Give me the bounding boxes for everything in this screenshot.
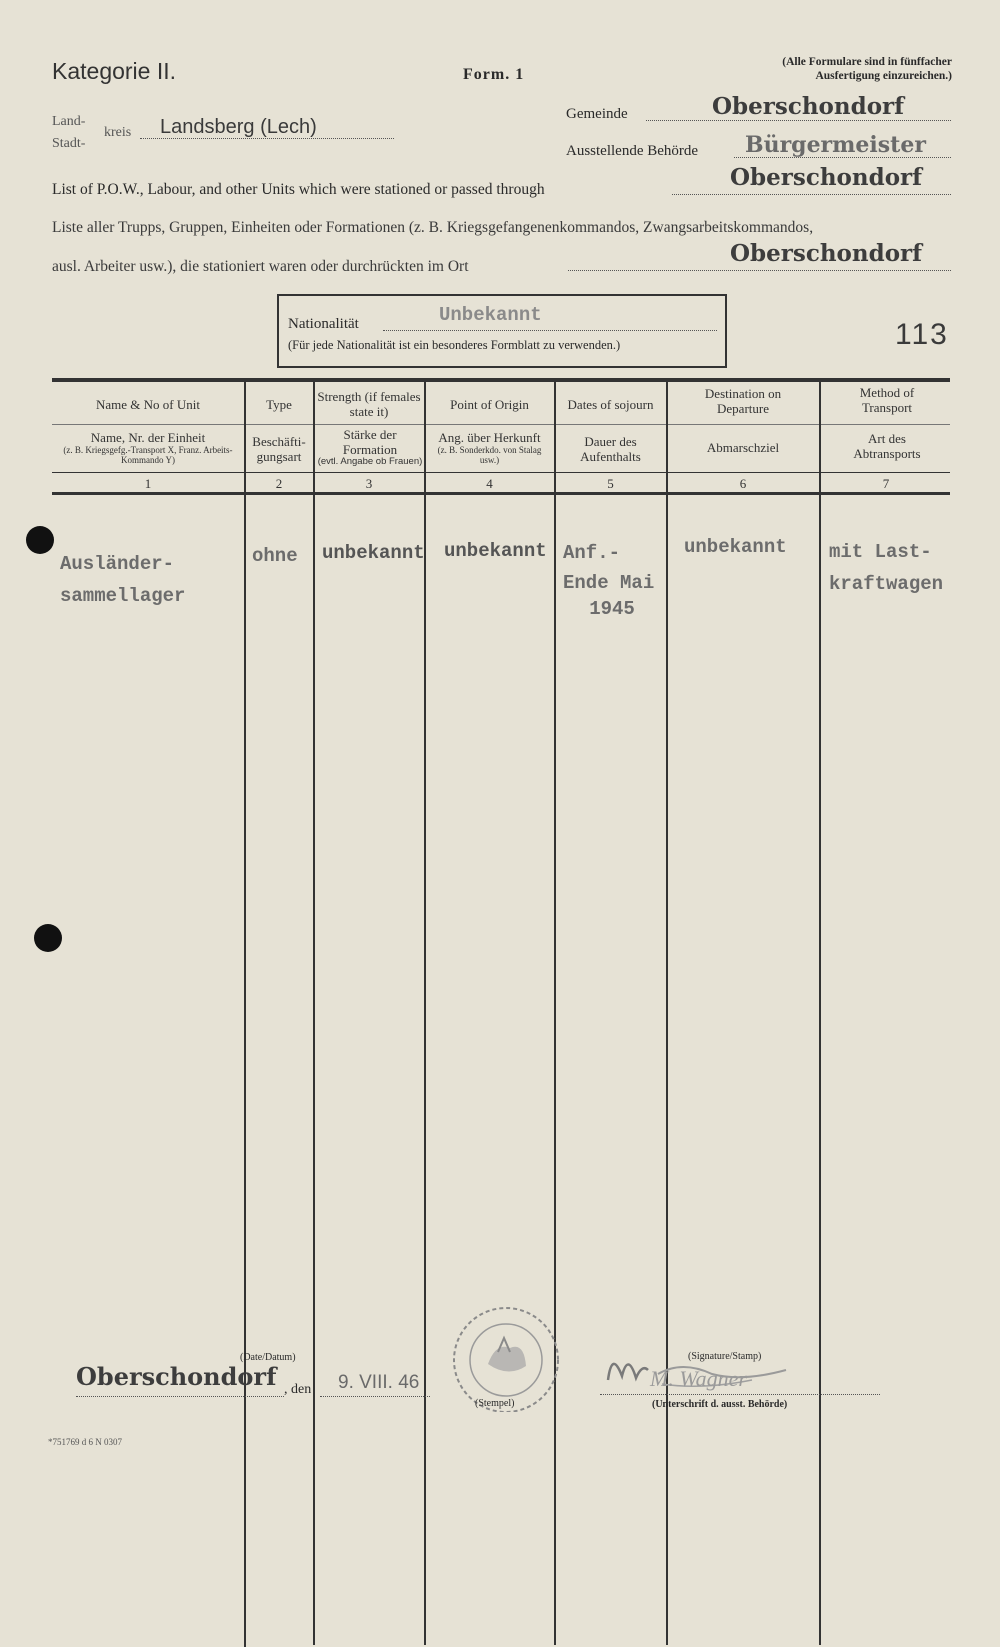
table-number-rule	[52, 472, 950, 473]
municipality-label: Gemeinde	[566, 106, 628, 122]
municipality-dotted-line	[646, 120, 951, 121]
list-en-value: Oberschondorf	[730, 164, 923, 191]
footer-date: 9. VIII. 46	[338, 1372, 420, 1393]
list-de-line2: ausl. Arbeiter usw.), die stationiert waren oder durchrückten im Ort	[52, 258, 469, 275]
signature-stamp-label: (Signature/Stamp)	[688, 1351, 762, 1362]
column-header-5-en: Dates of sojourn	[567, 397, 654, 412]
column-header-7	[842, 385, 932, 415]
entry-transport	[829, 536, 943, 600]
authority-value: Bürgermeister	[745, 132, 926, 158]
print-code: *751769 d 6 N 0307	[48, 1437, 122, 1447]
stamp-label: (Stempel)	[475, 1398, 515, 1409]
signature-text: M. Wagner	[650, 1366, 747, 1391]
punch-hole-bottom	[34, 924, 62, 952]
category-title: Kategorie II.	[52, 58, 177, 84]
entry-strength: unbekannt	[322, 542, 425, 564]
municipality-value: Oberschondorf	[712, 93, 905, 120]
column-header-2-de-text: Beschäfti-gungsart	[252, 434, 306, 464]
column-header-7-de	[842, 431, 932, 461]
district-label-kreis: kreis	[104, 125, 132, 140]
column-header-5-de	[557, 434, 664, 464]
nationality-label: Nationalität	[288, 316, 359, 332]
list-en-dotted-line	[672, 194, 951, 195]
column-header-3-de-small: (evtl. Angabe ob Frauen)	[317, 456, 423, 467]
table-body-rule	[52, 492, 950, 495]
page-number: 113	[895, 318, 949, 351]
list-en-text: List of P.O.W., Labour, and other Units which were stationed or passed through	[52, 181, 545, 198]
column-header-3	[317, 389, 421, 419]
entry-dates-line1: Anf.-	[563, 542, 621, 564]
authority-label: Ausstellende Behörde	[566, 143, 699, 159]
column-header-4-de	[427, 430, 552, 465]
column-number-5: 5	[607, 476, 614, 491]
column-number-1: 1	[144, 476, 152, 491]
list-de-value: Oberschondorf	[730, 240, 923, 267]
list-de-dotted-line	[568, 270, 951, 271]
date-label: (Date/Datum)	[240, 1352, 296, 1363]
official-round-stamp	[438, 1302, 574, 1412]
entry-name	[60, 548, 185, 612]
table-header-rule	[52, 424, 950, 425]
column-header-4-en: Point of Origin	[450, 397, 529, 412]
column-header-6-en: Destination on Departure	[704, 386, 782, 416]
column-divider-3	[424, 381, 426, 1645]
submission-note	[700, 55, 952, 83]
seal-icon	[438, 1302, 574, 1412]
column-header-2-en: Type	[266, 397, 292, 412]
district-value: Landsberg (Lech)	[160, 116, 317, 138]
column-number-4: 4	[486, 476, 493, 491]
column-header-1-de	[54, 430, 242, 465]
column-header-4-de-small: (z. B. Sonderkdo. von Stalag usw.)	[437, 445, 542, 465]
nationality-note: (Für jede Nationalität ist ein besonderes Formblatt zu verwenden.)	[288, 338, 621, 352]
form-number: Form. 1	[463, 66, 525, 83]
entry-type: ohne	[252, 545, 298, 567]
punch-hole-top	[26, 526, 54, 554]
column-header-2	[247, 397, 311, 412]
submission-note-line1: (Alle Formulare sind in fünffacher	[782, 56, 952, 68]
column-header-3-en: Strength (if females state it)	[317, 389, 421, 419]
column-divider-1	[244, 381, 246, 1647]
column-header-6	[690, 386, 796, 416]
column-header-4-de-text: Ang. über Herkunft	[438, 430, 541, 445]
footer-place-dotted-line	[76, 1396, 284, 1397]
submission-note-line2: Ausfertigung einzureichen.)	[815, 70, 952, 82]
entry-origin: unbekannt	[444, 540, 547, 562]
column-header-7-de-text: Art des Abtransports	[853, 431, 921, 461]
column-number-3: 3	[365, 476, 373, 491]
footer-place: Oberschondorf	[76, 1362, 277, 1391]
entry-dates	[563, 538, 661, 624]
column-divider-5	[666, 381, 668, 1645]
column-divider-6	[819, 381, 821, 1645]
entry-destination: unbekannt	[684, 536, 787, 558]
entry-transport-line2: kraftwagen	[829, 573, 944, 595]
footer-den: , den	[284, 1382, 312, 1397]
signature-dotted-line	[600, 1394, 880, 1395]
entry-dates-line3: 1945	[589, 598, 635, 620]
entry-name-line1: Ausländer-	[60, 553, 175, 575]
column-header-5	[557, 397, 664, 412]
signature-label: (Unterschrift d. ausst. Behörde)	[652, 1399, 788, 1410]
list-de-line1: Liste aller Trupps, Gruppen, Einheiten oder Formationen (z. B. Kriegsgefangenenkommandos, Zwangsarbeitskommandos,	[52, 219, 814, 236]
column-number-2: 2	[275, 476, 283, 491]
district-label-stadt: Stadt-	[52, 136, 86, 151]
footer-date-dotted-line	[320, 1396, 430, 1397]
entry-transport-line1: mit Last-	[829, 541, 932, 563]
nationality-value: Unbekannt	[439, 304, 542, 326]
column-header-1-en: Name & No of Unit	[96, 397, 200, 412]
nationality-box	[277, 294, 727, 368]
column-divider-4	[554, 381, 556, 1645]
column-header-4	[427, 397, 552, 412]
column-header-1-de-small: (z. B. Kriegsgefg.-Transport X, Franz. Arbeits-Kommando Y)	[63, 445, 233, 465]
column-number-7: 7	[882, 476, 890, 491]
column-header-6-de-text: Abmarschziel	[706, 440, 780, 455]
table-top-rule	[52, 378, 950, 382]
column-number-6: 6	[739, 476, 747, 491]
district-label-land: Land-	[52, 114, 86, 129]
nationality-dotted-line	[383, 330, 717, 331]
column-header-6-de	[669, 440, 817, 455]
entry-dates-line2: Ende Mai	[563, 572, 655, 594]
column-header-7-en: Method of Transport	[859, 385, 915, 415]
column-header-2-de	[247, 434, 311, 464]
entry-name-line2: sammellager	[60, 585, 186, 607]
column-header-1-de-text: Name, Nr. der Einheit	[90, 430, 206, 445]
column-header-3-de	[317, 427, 423, 467]
column-divider-2	[313, 381, 315, 1645]
column-header-5-de-text: Dauer des Aufenthalts	[580, 434, 641, 464]
column-header-3-de-text: Stärke der Formation	[342, 427, 398, 457]
column-header-1	[54, 397, 242, 412]
